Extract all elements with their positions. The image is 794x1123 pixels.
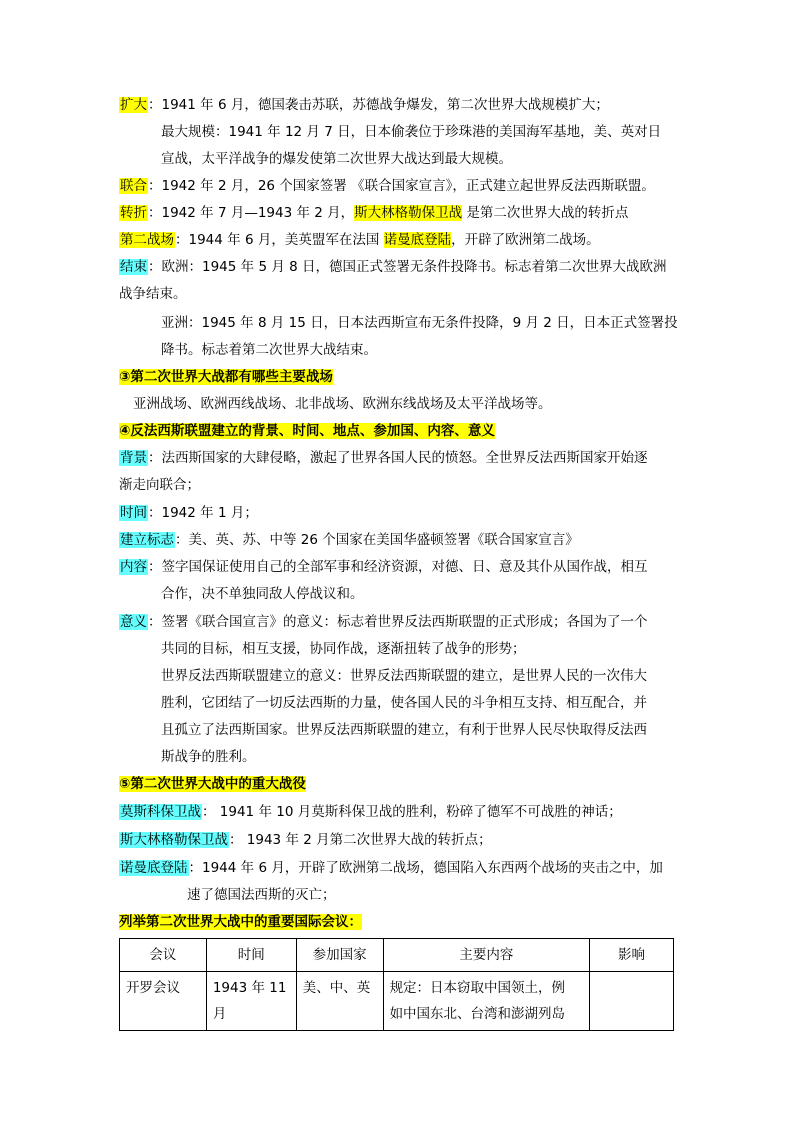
header-content: 主要内容: [383, 939, 590, 972]
label-moscow: 莫斯科保卫战: [120, 804, 201, 820]
label-second-front: 第二战场: [120, 232, 174, 248]
line-union: 联合：1942 年 2 月，26 个国家签署 《联合国家宣言》，正式建立起世界反法西斯联盟。: [120, 178, 655, 194]
heading-conferences: 列举第二次世界大战中的重要国际会议：: [119, 914, 362, 930]
line-significance-5: 且孤立了法西斯国家。世界反法西斯联盟的建立，有利于世界人民尽快取得反法西: [161, 722, 647, 738]
line-max-scale: 最大规模：1941 年 12 月 7 日，日本偷袭位于珍珠港的美国海军基地，美、英对日: [161, 124, 662, 140]
label-founding-mark: 建立标志: [120, 532, 174, 548]
cell-content: 规定：日本窃取中国领土，例 如中国东北、台湾和澎湖列岛: [383, 972, 590, 1031]
line-moscow: 莫斯科保卫战： 1941 年 10 月莫斯科保卫战的胜利，粉碎了德军不可战胜的神话；: [120, 804, 622, 820]
line-significance-2: 共同的目标，相互支援，协同作战，逐渐扭转了战争的形势；: [161, 641, 526, 657]
line-significance-3: 世界反法西斯联盟建立的意义：世界反法西斯联盟的建立，是世界人民的一次伟大: [161, 668, 647, 684]
highlight-normandy: 诺曼底登陆: [383, 232, 452, 248]
line-content-cont: 合作，决不单独同敌人停战议和。: [161, 586, 364, 602]
line-normandy: 诺曼底登陆：1944 年 6 月，开辟了欧洲第二战场，德国陷入东西两个战场的夹击之中，加: [120, 860, 663, 876]
line-turning-point: 转折：1942 年 7 月—1943 年 2 月，斯大林格勒保卫战 是第二次世界大战的转折点: [120, 205, 629, 221]
label-content: 内容: [120, 559, 147, 575]
line-end-asia: 亚洲：1945 年 8 月 15 日，日本法西斯宣布无条件投降，9 月 2 日，日本正式签署投: [161, 315, 678, 331]
label-significance: 意义: [120, 614, 147, 630]
line-battlefields: 亚洲战场、欧洲西线战场、北非战场、欧洲东线战场及太平洋战场等。: [133, 396, 552, 412]
label-background: 背景: [120, 450, 147, 466]
heading-alliance: ④反法西斯联盟建立的背景、时间、地点、参加国、内容、意义: [119, 423, 495, 439]
line-end-asia-cont: 降书。标志着第二次世界大战结束。: [161, 342, 377, 358]
line-second-front: 第二战场：1944 年 6 月，美英盟军在法国 诺曼底登陆，开辟了欧洲第二战场。: [120, 232, 600, 248]
label-turning-point: 转折: [120, 205, 147, 221]
conference-table: [119, 938, 674, 1031]
highlight-stalingrad: 斯大林格勒保卫战: [354, 205, 463, 221]
line-founding-mark: 建立标志：美、英、苏、中等 26 个国家在美国华盛顿签署《联合国家宣言》: [120, 532, 579, 548]
line-stalingrad: 斯大林格勒保卫战： 1943 年 2 月第二次世界大战的转折点；: [120, 832, 492, 848]
line-time: 时间：1942 年 1 月；: [120, 505, 258, 521]
line-end-europe-cont: 战争结束。: [119, 286, 187, 302]
line-significance-4: 胜利，它团结了一切反法西斯的力量，使各国人民的斗争相互支持、相互配合，并: [161, 695, 647, 711]
header-conference: 会议: [120, 939, 207, 972]
label-time: 时间: [120, 505, 147, 521]
heading-main-battlefields: ③第二次世界大战都有哪些主要战场: [119, 369, 333, 385]
line-significance: 意义：签署《联合国宣言》的意义：标志着世界反法西斯联盟的正式形成；各国为了一个: [120, 614, 648, 630]
header-impact: 影响: [590, 939, 674, 972]
label-union: 联合: [120, 178, 147, 194]
label-expand: 扩大: [120, 97, 147, 113]
cell-impact: [590, 972, 674, 1031]
cell-time: 1943 年 11 月: [206, 972, 296, 1031]
line-content: 内容：签字国保证使用自己的全部军事和经济资源，对德、日、意及其仆从国作战，相互: [120, 559, 648, 575]
line-normandy-cont: 速了德国法西斯的灭亡；: [187, 887, 336, 903]
line-significance-6: 斯战争的胜利。: [161, 749, 256, 765]
label-end: 结束: [120, 259, 147, 275]
header-time: 时间: [206, 939, 296, 972]
table-row: [120, 972, 674, 1031]
line-background-cont: 渐走向联合；: [119, 477, 200, 493]
heading-major-battles: ⑤第二次世界大战中的重大战役: [119, 776, 306, 792]
table-header-row: [120, 939, 674, 972]
label-stalingrad: 斯大林格勒保卫战: [120, 832, 228, 848]
line-expand: 扩大：1941 年 6 月，德国袭击苏联，苏德战争爆发，第二次世界大战规模扩大；: [120, 97, 609, 113]
cell-conference: 开罗会议: [120, 972, 207, 1031]
line-max-scale-cont: 宣战，太平洋战争的爆发使第二次世界大战达到最大规模。: [161, 151, 512, 167]
line-end-europe: 结束：欧洲：1945 年 5 月 8 日，德国正式签署无条件投降书。标志着第二次世界大战欧洲: [120, 259, 667, 275]
header-countries: 参加国家: [296, 939, 383, 972]
line-background: 背景：法西斯国家的大肆侵略，激起了世界各国人民的愤怒。全世界反法西斯国家开始逐: [120, 450, 648, 466]
label-normandy: 诺曼底登陆: [120, 860, 188, 876]
cell-countries: 美、中、英: [296, 972, 383, 1031]
